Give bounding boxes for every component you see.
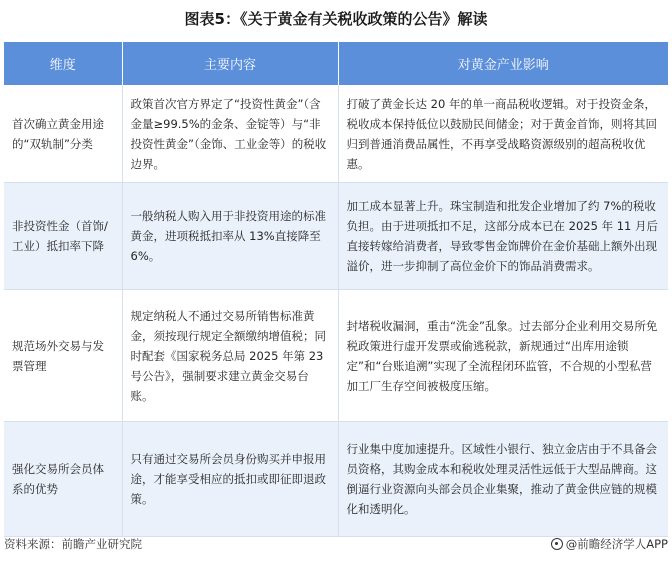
header-dimension: 维度 bbox=[4, 42, 122, 85]
source-note: 资料来源：前瞻产业研究院 bbox=[4, 537, 142, 551]
figure-title: 图表5：《关于黄金有关税收政策的公告》解读 bbox=[184, 10, 488, 28]
table-header-row bbox=[4, 42, 668, 85]
header-impact: 对黄金产业影响 bbox=[338, 42, 668, 85]
cell-content: 政策首次官方界定了“投资性黄金”（含金量≥99.5%的金条、金锭等）与“非投资性黄金”（金饰、工业金等）的税收边界。 bbox=[122, 85, 338, 183]
cell-dimension: 首次确立黄金用途的“双轨制”分类 bbox=[4, 85, 122, 183]
cell-impact: 加工成本显著上升。珠宝制造和批发企业增加了约 7%的税收负担。由于进项抵扣不足，这部分成本已在 2025 年 11 月后直接转嫁给消费者，导致零售金饰牌价在金价基础上额外出现溢价，进一步抑制了高位金价下的饰品消费需求。 bbox=[338, 183, 668, 290]
header-content: 主要内容 bbox=[122, 42, 338, 85]
table-row bbox=[4, 183, 668, 290]
table-row bbox=[4, 290, 668, 422]
cell-dimension: 强化交易所会员体系的优势 bbox=[4, 422, 122, 537]
cell-content: 一般纳税人购入用于非投资用途的标准黄金，进项税抵扣率从 13%直接降至 6%。 bbox=[122, 183, 338, 290]
cell-dimension: 规范场外交易与发票管理 bbox=[4, 290, 122, 422]
cell-content: 只有通过交易所会员身份购买并申报用途，才能享受相应的抵扣或即征即退政策。 bbox=[122, 422, 338, 537]
cell-impact: 打破了黄金长达 20 年的单一商品税收逻辑。对于投资金条，税收成本保持低位以鼓励民间储金；对于黄金首饰，则将其回归到普通消费品属性，不再享受战略资源级别的超高税收优惠。 bbox=[338, 85, 668, 183]
brand-credit bbox=[551, 535, 668, 553]
brand-logo-icon bbox=[551, 538, 563, 550]
cell-impact: 行业集中度加速提升。区域性小银行、独立金店由于不具备会员资格，其购金成本和税收处理灵活性远低于大型品牌商。这倒逼行业资源向头部会员企业集聚，推动了黄金供应链的规模化和透明化。 bbox=[338, 422, 668, 537]
cell-impact: 封堵税收漏洞，重击“洗金”乱象。过去部分企业利用交易所免税政策进行虚开发票或偷逃税款，新规通过“出库用途锁定”和“台账追溯”实现了全流程闭环监管，不合规的小型私营加工厂生存空间被极度压缩。 bbox=[338, 290, 668, 422]
cell-content: 规定纳税人不通过交易所销售标准黄金，须按现行规定全额缴纳增值税；同时配套《国家税务总局 2025 年第 23 号公告》，强制要求建立黄金交易台账。 bbox=[122, 290, 338, 422]
table-row bbox=[4, 85, 668, 183]
policy-table bbox=[4, 42, 668, 537]
cell-dimension: 非投资性金（首饰/工业）抵扣率下降 bbox=[4, 183, 122, 290]
brand-text: @前瞻经济学人APP bbox=[565, 537, 668, 551]
table-row bbox=[4, 422, 668, 537]
